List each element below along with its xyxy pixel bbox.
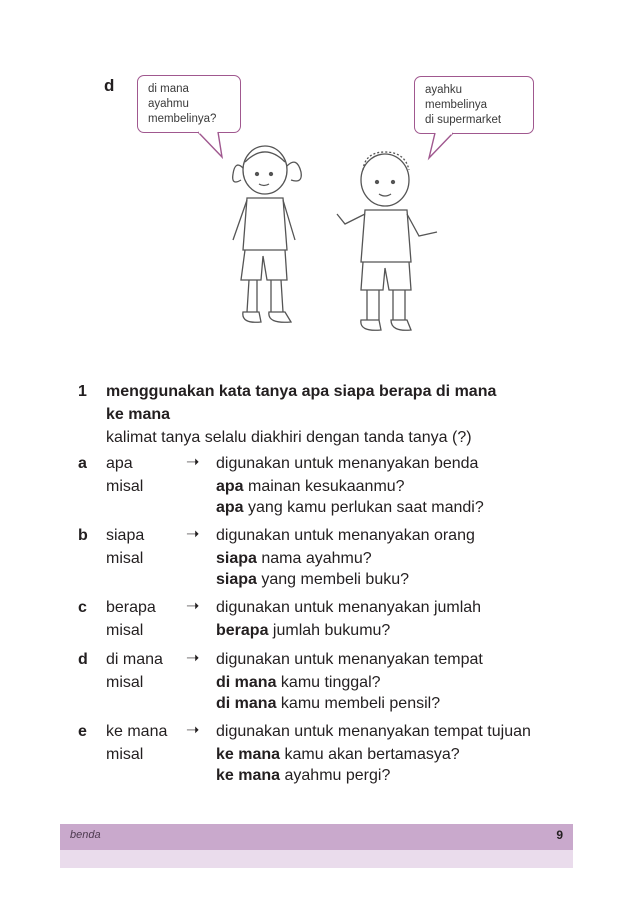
example-sentence <box>216 476 405 497</box>
footer-label: benda <box>70 829 101 841</box>
example-keyword: apa <box>216 499 244 516</box>
section-letter: d <box>104 76 115 95</box>
item-letter: d <box>78 651 88 668</box>
footer-band <box>60 850 573 868</box>
arrow-icon: ➝ <box>186 598 200 615</box>
misal-label: misal <box>106 746 144 763</box>
arrow-icon: ➝ <box>186 650 200 667</box>
example-rest: ayahmu pergi? <box>280 767 391 784</box>
example-rest: kamu membeli pensil? <box>276 695 441 712</box>
example-sentence <box>216 497 484 518</box>
example-keyword: siapa <box>216 550 257 567</box>
example-keyword: ke mana <box>216 767 281 784</box>
misal-label: misal <box>106 622 144 639</box>
bubble-line: di supermarket <box>425 114 502 126</box>
bubble-line: membelinya <box>425 99 487 111</box>
rule-note: kalimat tanya selalu diakhiri dengan tanda tanya (?) <box>106 429 472 446</box>
bubble-line: ayahmu <box>148 98 189 110</box>
item-letter: e <box>78 723 87 740</box>
example-sentence <box>216 620 390 641</box>
footer-bar <box>60 824 573 850</box>
item-letter: c <box>78 599 87 616</box>
rule-number: 1 <box>78 383 87 400</box>
example-sentence <box>216 693 440 714</box>
girl-icon <box>233 146 302 322</box>
speech-bubble-boy <box>414 76 534 134</box>
example-sentence <box>216 672 381 693</box>
arrow-icon: ➝ <box>186 526 200 543</box>
rule-heading-cont: ke mana <box>106 406 171 423</box>
bubble-line: di mana <box>148 83 189 95</box>
example-sentence <box>216 744 460 765</box>
misal-label: misal <box>106 550 144 567</box>
children-illustration <box>205 140 445 340</box>
item-description: digunakan untuk menanyakan orang <box>216 527 475 544</box>
arrow-icon: ➝ <box>186 722 200 739</box>
item-description: digunakan untuk menanyakan benda <box>216 455 479 472</box>
page-number: 9 <box>556 828 563 842</box>
item-description: digunakan untuk menanyakan tempat <box>216 651 483 668</box>
item-word: siapa <box>106 527 145 544</box>
example-rest: yang membeli buku? <box>256 571 410 588</box>
example-rest: kamu tinggal? <box>276 674 381 691</box>
example-rest: yang kamu perlukan saat mandi? <box>243 499 484 516</box>
boy-icon <box>337 152 437 330</box>
item-word: berapa <box>106 599 156 616</box>
example-sentence <box>216 765 390 786</box>
item-word: di mana <box>106 651 163 668</box>
example-keyword: berapa <box>216 622 269 639</box>
item-description: digunakan untuk menanyakan tempat tujuan <box>216 723 531 740</box>
item-word: ke mana <box>106 723 168 740</box>
example-keyword: ke mana <box>216 746 281 763</box>
example-rest: kamu akan bertamasya? <box>280 746 460 763</box>
speech-bubble-girl <box>137 75 241 133</box>
item-word: apa <box>106 455 133 472</box>
arrow-icon: ➝ <box>186 454 200 471</box>
example-sentence <box>216 548 372 569</box>
example-rest: nama ayahmu? <box>256 550 372 567</box>
example-keyword: di mana <box>216 695 277 712</box>
item-letter: b <box>78 527 88 544</box>
item-letter: a <box>78 455 87 472</box>
bubble-line: membelinya? <box>148 113 217 125</box>
example-keyword: siapa <box>216 571 257 588</box>
example-sentence <box>216 569 409 590</box>
item-description: digunakan untuk menanyakan jumlah <box>216 599 482 616</box>
misal-label: misal <box>106 478 144 495</box>
bubble-line: ayahku <box>425 84 463 96</box>
example-keyword: di mana <box>216 674 277 691</box>
rule-heading: menggunakan kata tanya apa siapa berapa di mana <box>106 383 497 400</box>
example-rest: mainan kesukaanmu? <box>243 478 405 495</box>
misal-label: misal <box>106 674 144 691</box>
example-rest: jumlah bukumu? <box>268 622 391 639</box>
example-keyword: apa <box>216 478 244 495</box>
